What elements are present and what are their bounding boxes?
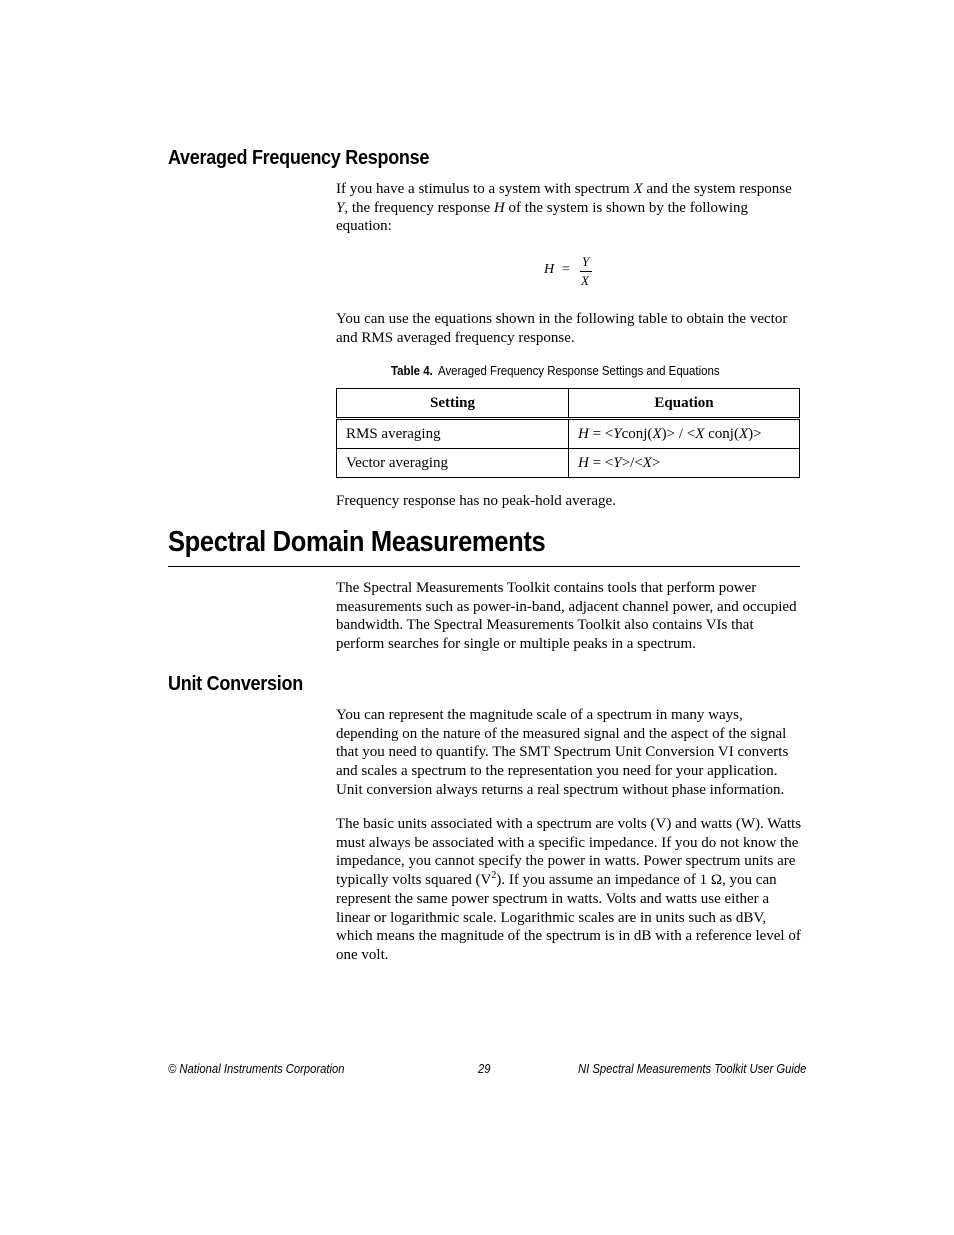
- footer-page-number: 29: [478, 1062, 491, 1076]
- equation-equals: =: [562, 262, 570, 277]
- section-heading-unit-conversion: Unit Conversion: [168, 673, 303, 695]
- equation-cell: H = <Yconj(X)> / <X conj(X)>: [569, 419, 800, 449]
- table-header-row: [337, 389, 800, 419]
- heading-rule: [168, 566, 800, 567]
- section-heading-averaged-frequency-response: Averaged Frequency Response: [168, 147, 430, 169]
- frequency-response-equation: [540, 255, 610, 291]
- unit-conversion-paragraph-1: You can represent the magnitude scale of a spectrum in many ways, depending on the nature of the measured signal and the aspect of the signal that you need to quantify. The SMT Spectrum Unit Conversion VI converts and scales a spectrum to the representation you need for your application. Unit conversion always returns a real spectrum without phase information.: [336, 707, 789, 798]
- column-header-equation: Equation: [569, 389, 800, 419]
- averaged-intro-paragraph: If you have a stimulus to a system with spectrum X and the system response Y, the frequency response H of the system is shown by the following equation:: [336, 181, 792, 235]
- settings-equations-table: [336, 388, 800, 478]
- table-row: [337, 449, 800, 478]
- section-heading-spectral-domain-measurements: Spectral Domain Measurements: [168, 526, 546, 558]
- unit-conversion-paragraph-2: The basic units associated with a spectrum are volts (V) and watts (W). Watts must always be associated with a specific impedance. If you do not know the impedance, you cannot specify the power in watts. Power spectrum units are typically volts squared $(V^2)$. If you assume an impedance of 1 Ω, you can represent the same power spectrum in watts. Volts and watts use either a linear or logarithmic scale. Logarithmic scales are in units such as dBV, which means the magnitude of the spectrum is in dB with a reference level of one volt.: [336, 816, 802, 963]
- setting-cell: Vector averaging: [337, 449, 569, 478]
- peak-hold-note: Frequency response has no peak-hold average.: [336, 493, 616, 509]
- equation-lhs: H: [544, 262, 555, 277]
- setting-cell: RMS averaging: [337, 419, 569, 449]
- spectral-intro-paragraph: The Spectral Measurements Toolkit contains tools that perform power measurements such as power-in-band, adjacent channel power, and occupied bandwidth. The Spectral Measurements Toolkit also contains VIs that perform searches for single or multiple peaks in a spectrum.: [336, 580, 797, 653]
- equation-denominator: X: [581, 273, 589, 288]
- table-caption-text: Averaged Frequency Response Settings and Equations: [438, 363, 720, 378]
- table-caption: [391, 363, 720, 378]
- fraction-bar: [580, 271, 592, 272]
- footer-guide-title: NI Spectral Measurements Toolkit User Guide: [578, 1062, 807, 1076]
- footer-copyright: © National Instruments Corporation: [168, 1062, 345, 1076]
- column-header-setting: Setting: [337, 389, 569, 419]
- table-caption-label: Table 4.: [391, 363, 433, 378]
- equation-numerator: Y: [582, 254, 590, 269]
- table-intro-paragraph: You can use the equations shown in the following table to obtain the vector and RMS averaged frequency response.: [336, 311, 788, 346]
- equation-cell: H = <Y>/<X>: [569, 449, 800, 478]
- table-row: [337, 419, 800, 449]
